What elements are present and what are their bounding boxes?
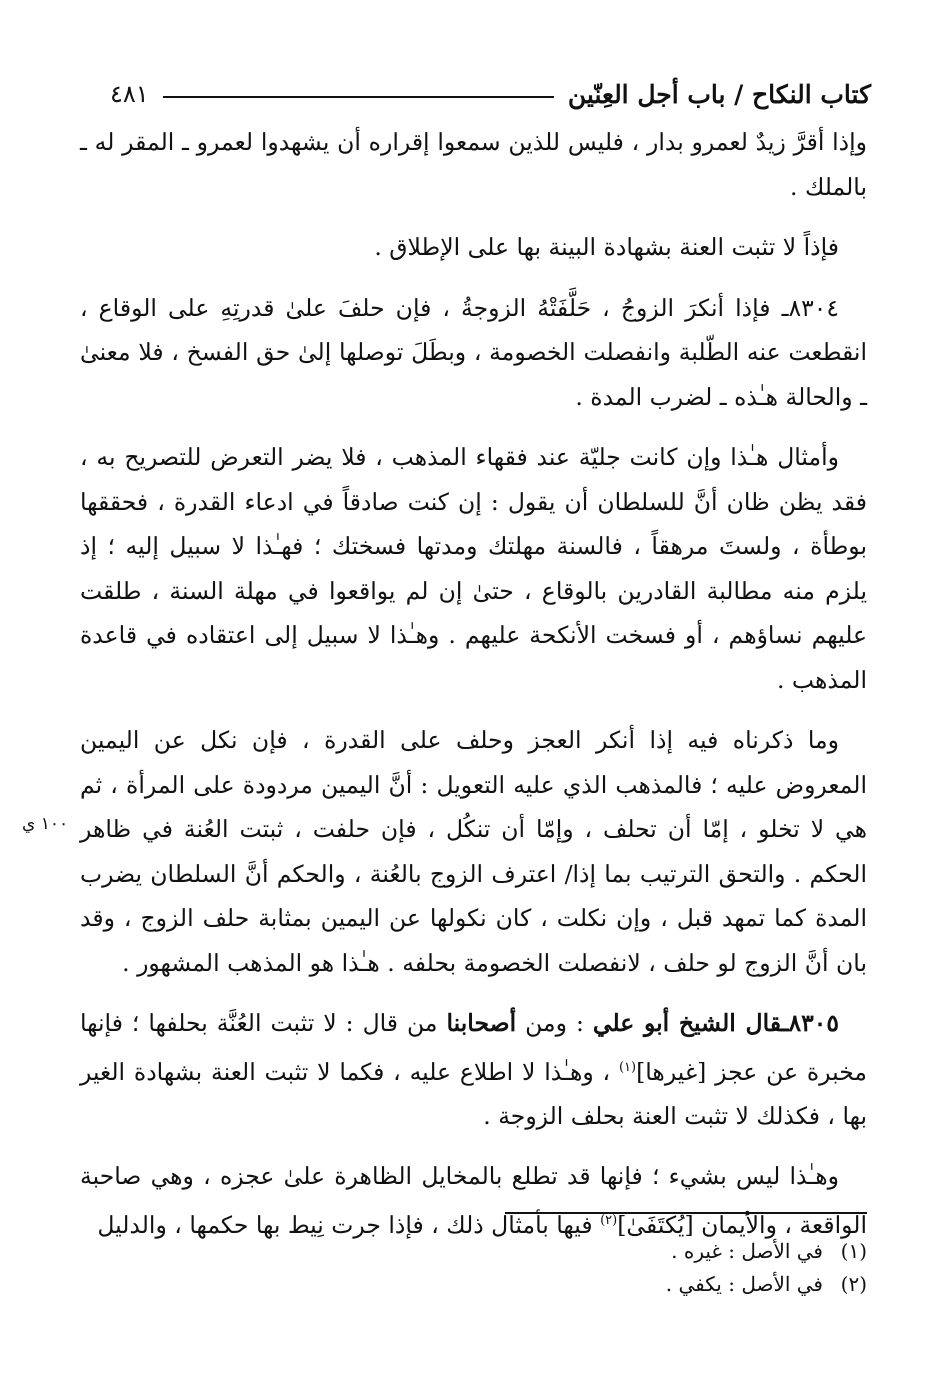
margin-note: ١٠٠ ي (22, 814, 69, 834)
header-title: كتاب النكاح / باب أجل العِنّين (567, 79, 871, 109)
paragraph: وأمثال هـٰذا وإن كانت جليّة عند فقهاء المذهب ، فلا يضر التعرض للتصريح به ، فقد يظن ظان أنَّ للسلطان أن يقول : إن كنت صادقاً في ادعاء القدرة ، فحققها بوطأة ، ولستَ مرهقاً ، فالسنة مهلتك ومدتها فسختك ؛ فهـٰذا لا سبيل إليه ؛ إذ يلزم منه مطالبة القادرين بالوقاع ، حتىٰ إن لم يواقعوا في مهلة السنة ، طلقت عليهم نساؤهم ، أو فسخت الأنكحة عليهم . وهـٰذا لا سبيل إلى اعتقاده في قاعدة المذهب . (80, 443, 867, 694)
text-run: من قال : لا تثبت العُنَّة بحلفها ؛ فإنها مخبرة عن عجز [غيرها] (80, 1009, 867, 1086)
main-text (80, 120, 867, 1247)
footnote-text: في الأصل : غيره . (671, 1239, 823, 1263)
paragraph: وما ذكرناه فيه إذا أنكر العجز وحلف على القدرة ، فإن نكل عن اليمين المعروض عليه ؛ فالمذهب الذي عليه التعويل : أنَّ اليمين مردودة على المرأة ، ثم هي لا تخلو ، إمّا أن تحلف ، وإمّا أن تنكُل ، فإن حلفت ، ثبتت العُنة في ظاهر الحكم . والتحق الترتيب بما إذا/ اعترف الزوج بالعُنة ، والحكم أنَّ السلطان يضرب المدة كما تمهد قبل ، وإن نكلت ، كان نكولها عن اليمين بمثابة حلف الزوج ، وقد بان أنَّ الزوج لو حلف ، لانفصلت الخصومة بحلفه . هـٰذا هو المذهب المشهور . (80, 726, 867, 977)
footnote (300, 1268, 867, 1301)
header-rule (163, 96, 554, 98)
text-run: فيها بأمثال ذلك ، فإذا جرت نِيط بها حكمها ، والدليل (97, 1210, 593, 1239)
text-run: : ومن (516, 1009, 593, 1037)
footnote-ref: (٢) (600, 1212, 618, 1228)
text-run: وهـٰذا ليس بشيء ؛ فإنها قد تطلع بالمخايل الظاهرة علىٰ عجزه ، وهي صاحبة الواقعة ، والأيمان [يُكتَفَىٰ] (80, 1162, 867, 1239)
paragraph-8305 (80, 1001, 867, 1138)
footnotes (300, 1235, 867, 1301)
running-header (110, 72, 871, 116)
page-number: ٤٨١ (110, 80, 149, 108)
footnote-ref: (١) (618, 1059, 637, 1075)
paragraph: ٨٣٠٤ـ فإذا أنكرَ الزوجُ ، حَلَّفَتْهُ الزوجةُ ، فإن حلفَ علىٰ قدرتِهِ على الوقاع ، انقطعت عنه الطّلبة وانفصلت الخصومة ، وبطَلَ توصلها إلىٰ حق الفسخ ، فلا معنىٰ ـ والحالة هـٰذه ـ لضرب المدة . (80, 293, 867, 411)
footnote (300, 1235, 867, 1268)
footnote-text: في الأصل : يكفي . (665, 1272, 823, 1296)
footnote-mark: (١) (840, 1239, 867, 1263)
paragraph: فإذاً لا تثبت العنة بشهادة البينة بها على الإطلاق . (374, 233, 839, 261)
speaker-name: قال الشيخ أبو علي (592, 1009, 782, 1037)
footnote-mark: (٢) (840, 1272, 867, 1296)
footnote-rule (505, 1212, 867, 1214)
paragraph: وإذا أقرَّ زيدٌ لعمرو بدار ، فليس للذين سمعوا إقراره أن يشهدوا لعمرو ـ المقر له ـ بالملك . (80, 128, 867, 201)
paragraph (80, 1154, 867, 1247)
bold-term: أصحابنا (446, 1009, 517, 1037)
text-run: ، وهـٰذا لا اطلاع عليه ، فكما لا تثبت العنة بشهادة الغير بها ، فكذلك لا تثبت العنة بحلف الزوجة . (80, 1057, 867, 1130)
paragraph-number: ٨٣٠٥ـ (781, 1009, 840, 1037)
